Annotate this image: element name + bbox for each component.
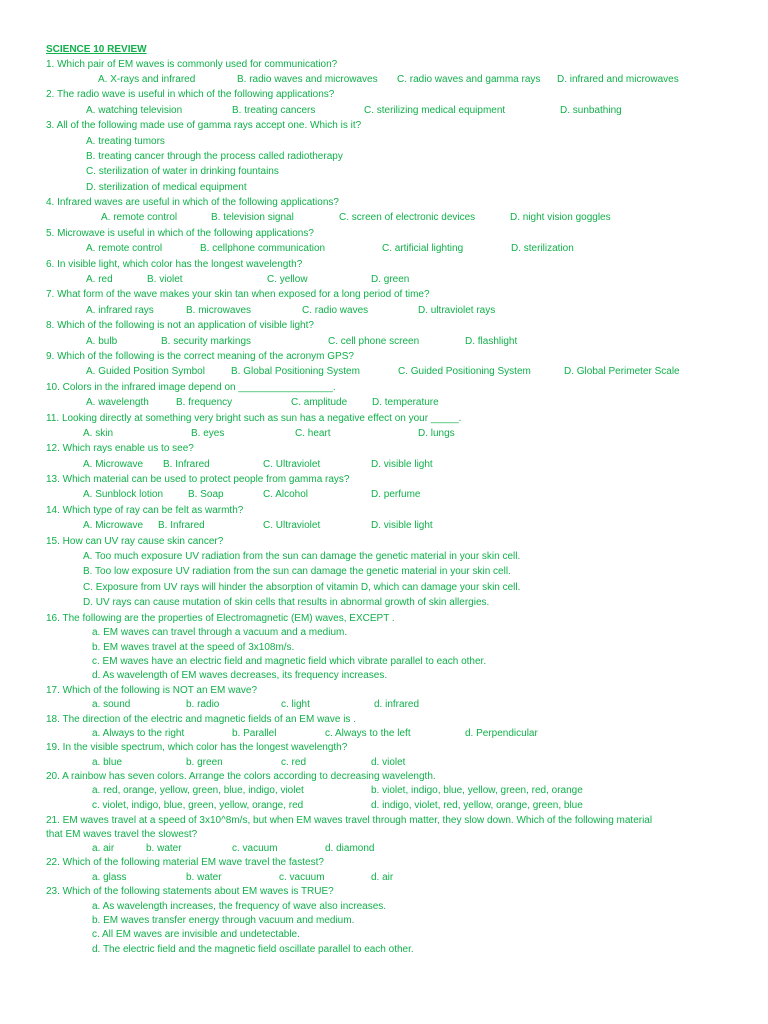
q8-option-b: B. security markings: [161, 336, 252, 347]
q15-option-a: A. Too much exposure UV radiation from the sun can damage the genetic material in your skin cell.: [83, 551, 521, 562]
q20-option-b: b. violet, indigo, blue, yellow, green, red, orange: [371, 785, 583, 796]
q7-option-b: B. microwaves: [186, 305, 252, 316]
q20-option-d: d. indigo, violet, red, yellow, orange, green, blue: [371, 800, 583, 811]
question-3: 3. All of the following made use of gamma rays accept one. Which is it?: [46, 120, 362, 131]
q7-option-d: D. ultraviolet rays: [418, 305, 496, 316]
question-13: 13. Which material can be used to protect people from gamma rays?: [46, 474, 350, 485]
q10-option-c: C. amplitude: [291, 397, 348, 408]
q18-option-a: a. Always to the right: [92, 728, 185, 739]
question-11: 11. Looking directly at something very bright such as sun has a negative effect on your _____.: [46, 413, 462, 424]
q2-option-a: A. watching television: [86, 105, 183, 116]
q14-option-c: C. Ultraviolet: [263, 520, 321, 531]
q22-option-d: d. air: [371, 872, 394, 883]
question-5: 5. Microwave is useful in which of the following applications?: [46, 228, 314, 239]
q6-option-d: D. green: [371, 274, 410, 285]
question-22: 22. Which of the following material EM wave travel the fastest?: [46, 857, 324, 868]
q9-option-c: C. Guided Positioning System: [398, 366, 531, 377]
q2-option-c: C. sterilizing medical equipment: [364, 105, 506, 116]
question-12: 12. Which rays enable us to see?: [46, 443, 194, 454]
question-21-continued: that EM waves travel the slowest?: [46, 829, 198, 840]
q13-option-d: D. perfume: [371, 489, 421, 500]
q21-option-b: b. water: [146, 843, 182, 854]
q10-option-b: B. frequency: [176, 397, 233, 408]
q17-option-d: d. infrared: [374, 699, 420, 710]
q16-option-d: d. As wavelength of EM waves decreases, its frequency increases.: [92, 670, 388, 681]
q22-option-a: a. glass: [92, 872, 127, 883]
q10-option-d: D. temperature: [372, 397, 439, 408]
q21-option-c: c. vacuum: [232, 843, 278, 854]
q14-option-a: A. Microwave: [83, 520, 144, 531]
q18-option-d: d. Perpendicular: [465, 728, 538, 739]
q12-option-d: D. visible light: [371, 459, 433, 470]
q2-option-b: B. treating cancers: [232, 105, 316, 116]
q17-option-b: b. radio: [186, 699, 220, 710]
q18-option-c: c. Always to the left: [325, 728, 411, 739]
q13-option-c: C. Alcohol: [263, 489, 309, 500]
question-8: 8. Which of the following is not an application of visible light?: [46, 320, 314, 331]
q13-option-b: B. Soap: [188, 489, 224, 500]
q12-option-b: B. Infrared: [163, 459, 210, 470]
q22-option-c: c. vacuum: [279, 872, 325, 883]
q18-option-b: b. Parallel: [232, 728, 277, 739]
q20-option-c: c. violet, indigo, blue, green, yellow, orange, red: [92, 800, 304, 811]
question-10: 10. Colors in the infrared image depend on _________________.: [46, 382, 336, 393]
q17-option-c: c. light: [281, 699, 310, 710]
q23-option-d: d. The electric field and the magnetic field oscillate parallel to each other.: [92, 944, 414, 955]
q19-option-b: b. green: [186, 757, 223, 768]
q5-option-d: D. sterilization: [511, 243, 574, 254]
q5-option-b: B. cellphone communication: [200, 243, 326, 254]
q14-option-b: B. Infrared: [158, 520, 205, 531]
q5-option-c: C. artificial lighting: [382, 243, 464, 254]
q4-option-a: A. remote control: [101, 212, 178, 223]
q3-option-a: A. treating tumors: [86, 136, 165, 147]
q16-option-c: c. EM waves have an electric field and magnetic field which vibrate parallel to each other.: [92, 656, 487, 667]
q15-option-d: D. UV rays can cause mutation of skin cells that results in abnormal growth of skin allergies.: [83, 597, 490, 608]
q9-option-d: D. Global Perimeter Scale: [564, 366, 680, 377]
q4-option-c: C. screen of electronic devices: [339, 212, 476, 223]
q11-option-a: A. skin: [83, 428, 114, 439]
q9-option-b: B. Global Positioning System: [231, 366, 360, 377]
question-7: 7. What form of the wave makes your skin tan when exposed for a long period of time?: [46, 289, 430, 300]
q3-option-b: B. treating cancer through the process called radiotherapy: [86, 151, 343, 162]
q11-option-d: D. lungs: [418, 428, 455, 439]
question-23: 23. Which of the following statements about EM waves is TRUE?: [46, 886, 334, 897]
page-title: SCIENCE 10 REVIEW: [46, 44, 147, 55]
q1-option-a: A. X-rays and infrared: [98, 74, 196, 85]
question-20: 20. A rainbow has seven colors. Arrange the colors according to decreasing wavelength.: [46, 771, 436, 782]
q12-option-c: C. Ultraviolet: [263, 459, 321, 470]
question-19: 19. In the visible spectrum, which color has the longest wavelength?: [46, 742, 348, 753]
question-21: 21. EM waves travel at a speed of 3x10^8m/s, but when EM waves travel through matter, they slow down. Which of the following material: [46, 815, 653, 826]
q8-option-d: D. flashlight: [465, 336, 518, 347]
q4-option-b: B. television signal: [211, 212, 294, 223]
q13-option-a: A. Sunblock lotion: [83, 489, 164, 500]
q14-option-d: D. visible light: [371, 520, 433, 531]
q15-option-c: C. Exposure from UV rays will hinder the absorption of vitamin D, which can damage your skin cell.: [83, 582, 521, 593]
q23-option-c: c. All EM waves are invisible and undetectable.: [92, 929, 300, 940]
q7-option-a: A. infrared rays: [86, 305, 154, 316]
q23-option-a: a. As wavelength increases, the frequency of wave also increases.: [92, 901, 387, 912]
q2-option-d: D. sunbathing: [560, 105, 622, 116]
q23-option-b: b. EM waves transfer energy through vacuum and medium.: [92, 915, 355, 926]
q11-option-b: B. eyes: [191, 428, 225, 439]
question-6: 6. In visible light, which color has the longest wavelength?: [46, 259, 303, 270]
question-9: 9. Which of the following is the correct meaning of the acronym GPS?: [46, 351, 354, 362]
q1-option-b: B. radio waves and microwaves: [237, 74, 378, 85]
q11-option-c: C. heart: [295, 428, 331, 439]
q1-option-c: C. radio waves and gamma rays: [397, 74, 541, 85]
question-14: 14. Which type of ray can be felt as warmth?: [46, 505, 244, 516]
q19-option-c: c. red: [281, 757, 307, 768]
question-2: 2. The radio wave is useful in which of the following applications?: [46, 89, 335, 100]
q12-option-a: A. Microwave: [83, 459, 144, 470]
q3-option-d: D. sterilization of medical equipment: [86, 182, 247, 193]
q3-option-c: C. sterilization of water in drinking fountains: [86, 166, 279, 177]
q15-option-b: B. Too low exposure UV radiation from the sun can damage the genetic material in your skin cell.: [83, 566, 511, 577]
q10-option-a: A. wavelength: [86, 397, 149, 408]
q19-option-a: a. blue: [92, 757, 123, 768]
q1-option-d: D. infrared and microwaves: [557, 74, 679, 85]
q20-option-a: a. red, orange, yellow, green, blue, indigo, violet: [92, 785, 304, 796]
question-18: 18. The direction of the electric and magnetic fields of an EM wave is .: [46, 714, 356, 725]
q19-option-d: d. violet: [371, 757, 406, 768]
q16-option-a: a. EM waves can travel through a vacuum and a medium.: [92, 627, 348, 638]
q7-option-c: C. radio waves: [302, 305, 369, 316]
q8-option-c: C. cell phone screen: [328, 336, 420, 347]
q6-option-a: A. red: [86, 274, 113, 285]
question-16: 16. The following are the properties of Electromagnetic (EM) waves, EXCEPT .: [46, 613, 395, 624]
q21-option-a: a. air: [92, 843, 115, 854]
q9-option-a: A. Guided Position Symbol: [86, 366, 205, 377]
q21-option-d: d. diamond: [325, 843, 375, 854]
q16-option-b: b. EM waves travel at the speed of 3x108m/s.: [92, 642, 295, 653]
q17-option-a: a. sound: [92, 699, 131, 710]
question-1: 1. Which pair of EM waves is commonly used for communication?: [46, 59, 338, 70]
question-4: 4. Infrared waves are useful in which of the following applications?: [46, 197, 339, 208]
q6-option-c: C. yellow: [267, 274, 308, 285]
q8-option-a: A. bulb: [86, 336, 118, 347]
question-15: 15. How can UV ray cause skin cancer?: [46, 536, 224, 547]
q22-option-b: b. water: [186, 872, 222, 883]
question-17: 17. Which of the following is NOT an EM wave?: [46, 685, 258, 696]
q4-option-d: D. night vision goggles: [510, 212, 611, 223]
q5-option-a: A. remote control: [86, 243, 163, 254]
q6-option-b: B. violet: [147, 274, 183, 285]
